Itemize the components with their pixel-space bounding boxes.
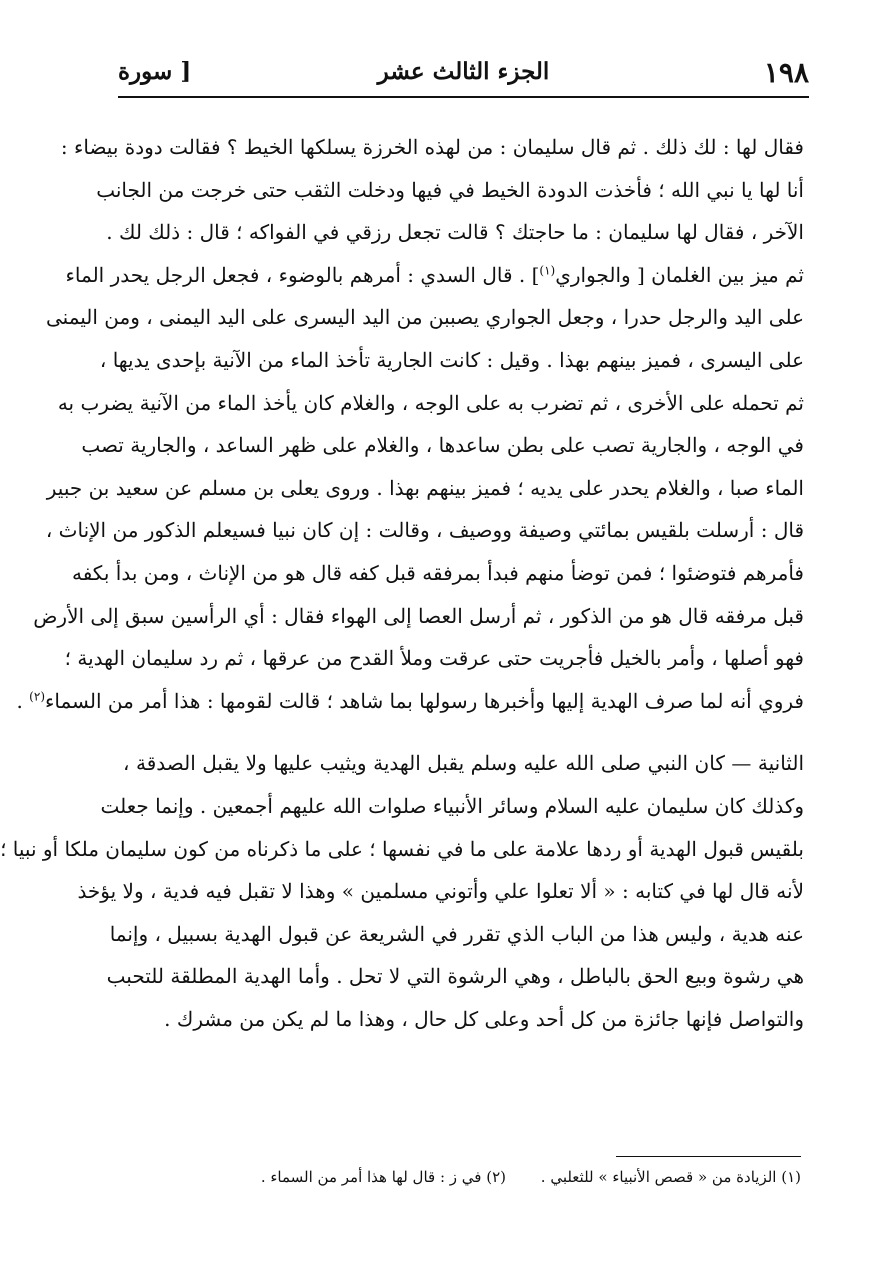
- text-segment: ثم ميز بين الغلمان [ والجواري: [555, 262, 804, 287]
- text-segment: فروي أنه لما صرف الهدية إليها وأخبرها رسولها بما شاهد ؛ قالت لقومها : هذا أمر من السماء: [45, 688, 804, 713]
- footnote-marker: (٢): [29, 689, 45, 704]
- footnote-divider: [616, 1156, 801, 1157]
- header-divider: [118, 96, 809, 98]
- text-line: فأمرهم فتوضئوا ؛ فمن توضأ منهم فبدأ بمرفقه قبل كفه قال هو من الإناث ، ومن بدأ بكفه: [71, 560, 804, 585]
- text-line: الثانية — كان النبي صلى الله عليه وسلم يقبل الهدية ويثيب عليها ولا يقبل الصدقة ،: [123, 751, 804, 776]
- text-segment: .: [16, 688, 30, 713]
- text-line: ثم تحمله على الأخرى ، ثم تضرب به على الوجه ، والغلام كان يأخذ الماء من الآنية يضرب به: [57, 390, 804, 415]
- text-line: هي رشوة وبيع الحق بالباطل ، وهي الرشوة التي لا تحل . وأما الهدية المطلقة للتحبب: [106, 964, 804, 989]
- text-segment: ] . قال السدي : أمرهم بالوضوء ، فجعل الرجل يحدر الماء: [65, 262, 540, 287]
- footnotes: [123, 1168, 801, 1186]
- footnote-1: (١) الزيادة من « قصص الأنبياء » للثعلبي .: [540, 1168, 801, 1186]
- running-title: الجزء الثالث عشر: [377, 58, 550, 85]
- text-line: على اليد والرجل حدرا ، وجعل الجواري يصببن من اليد اليسرى على اليد اليمنى ، ومن اليمنى: [46, 305, 804, 330]
- page-number: ١٩٨: [763, 56, 809, 89]
- surah-label: [ سورة: [118, 58, 192, 85]
- text-line: بلقيس قبول الهدية أو ردها علامة على ما في نفسها ؛ على ما ذكرناه من كون سليمان ملكا أو نبيا ؛: [0, 836, 804, 861]
- text-line: وكذلك كان سليمان عليه السلام وسائر الأنبياء صلوات الله عليهم أجمعين . وإنما جعلت: [100, 793, 804, 818]
- text-line: الماء صبا ، والغلام يحدر على يديه ؛ فميز بينهم بهذا . وروى يعلى بن مسلم عن سعيد بن جبير: [46, 475, 804, 500]
- footnote-marker: (١): [539, 263, 556, 278]
- text-line: قبل مرفقه قال هو من الذكور ، ثم أرسل العصا إلى الهواء فقال : أي الرأسين سبق إلى الأرض: [33, 603, 804, 628]
- text-line: عنه هدية ، وليس هذا من الباب الذي تقرر في الشريعة عن قبول الهدية بسبيل ، وإنما: [109, 921, 804, 946]
- text-line: أنا لها يا نبي الله ؛ فأخذت الدودة الخيط في فيها ودخلت الثقب حتى خرجت من الجانب: [96, 177, 804, 202]
- paragraph-1: [16, 126, 804, 722]
- text-line: قال : أرسلت بلقيس بمائتي وصيفة ووصيف ، وقالت : إن كان نبيا فسيعلم الذكور من الإناث ،: [45, 518, 804, 543]
- text-line: لأنه قال لها في كتابه : « ألا تعلوا علي وأتوني مسلمين » وهذا لا تقبل فيه فدية ، ولا يؤخذ: [77, 879, 804, 904]
- paragraph-2: [0, 742, 804, 1040]
- text-line: [65, 254, 804, 297]
- paragraph-gap: [123, 722, 804, 742]
- text-line: على اليسرى ، فميز بينهم بهذا . وقيل : كانت الجارية تأخذ الماء من الآنية بإحدى يديها ،: [99, 347, 804, 372]
- text-line: فهو أصلها ، وأمر بالخيل فأجريت حتى عرقت وملأ القدح من عرقها ، ثم رد سليمان الهدية ؛: [64, 646, 804, 671]
- text-line: في الوجه ، والجارية تصب على بطن ساعدها ، والغلام على ظهر الساعد ، والجارية تصب: [81, 433, 804, 458]
- text-line: [16, 680, 804, 723]
- footnote-2: (٢) في ز : قال لها هذا أمر من السماء .: [260, 1168, 506, 1186]
- main-text: [0, 126, 804, 1040]
- text-line: الآخر ، فقال لها سليمان : ما حاجتك ؟ قالت تجعل رزقي في الفواكه ؛ قال : ذلك لك .: [106, 220, 804, 245]
- text-line: فقال لها : لك ذلك . ثم قال سليمان : من لهذه الخرزة يسلكها الخيط ؟ فقالت دودة بيضاء :: [60, 135, 804, 159]
- page-header: [118, 52, 809, 92]
- text-line: والتواصل فإنها جائزة من كل أحد وعلى كل حال ، وهذا ما لم يكن من مشرك .: [164, 1006, 804, 1031]
